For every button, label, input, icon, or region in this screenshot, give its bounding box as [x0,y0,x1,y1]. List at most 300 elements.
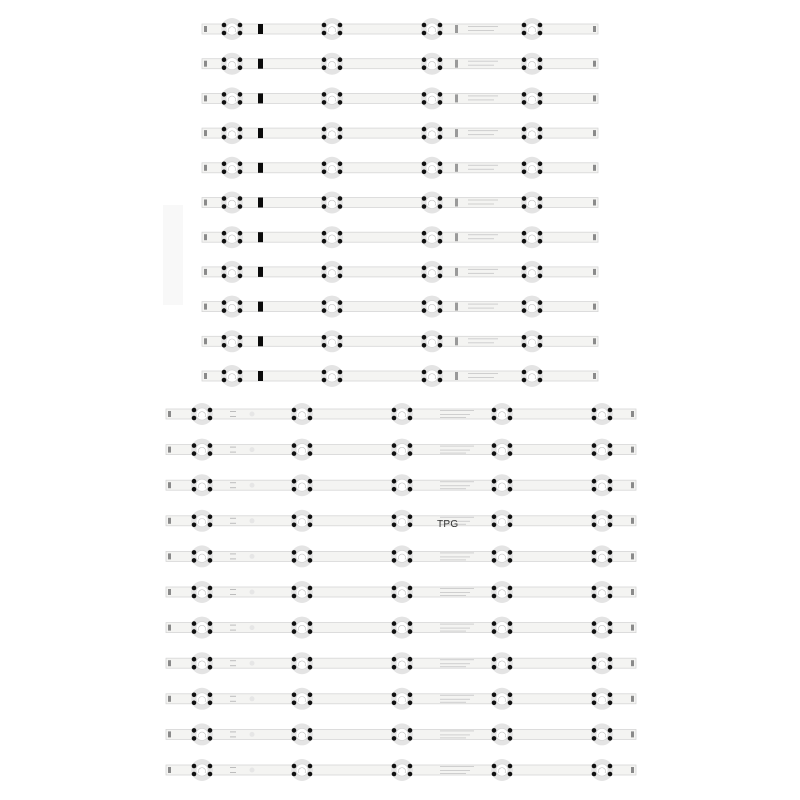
solder-pad [292,408,297,413]
solder-pad [392,736,397,741]
print-line [440,446,474,447]
solder-pad [438,31,443,36]
solder-pad [592,764,597,769]
led-module [521,53,543,75]
solder-pad [192,629,197,634]
solder-pad [392,479,397,484]
solder-pad [608,764,613,769]
print-line [230,701,236,702]
solder-pad [222,231,227,236]
print-line [440,517,474,518]
solder-pad [292,665,297,670]
solder-pad [238,370,243,375]
solder-pad [522,135,527,140]
solder-pad [192,772,197,777]
led-module [291,759,313,781]
solder-pad [338,308,343,313]
print-line [468,308,494,309]
solder-pad [392,515,397,520]
led-module [191,439,213,461]
solder-pad [192,594,197,599]
solder-pad [222,23,227,28]
solder-pad [408,701,413,706]
print-line [440,488,466,489]
solder-pad [422,92,427,97]
lower-strip-group [166,403,636,781]
led-module [321,226,343,248]
solder-pad [322,100,327,105]
solder-pad [292,416,297,421]
solder-pad [422,378,427,383]
end-connector [168,589,171,595]
print-line [230,736,236,737]
led-module [421,192,443,214]
led-module [291,474,313,496]
solder-pad [508,594,513,599]
end-connector [593,304,596,310]
led-strip [166,688,636,710]
end-connector [168,482,171,488]
solder-pad [522,335,527,340]
marking-glyph [455,372,458,380]
led-module [291,617,313,639]
solder-pad [238,100,243,105]
led-module [191,759,213,781]
connector-block [258,302,263,312]
print-line [468,342,494,343]
solder-pad [408,443,413,448]
solder-pad [592,594,597,599]
led-module [321,192,343,214]
end-connector [204,200,207,206]
solder-pad [508,523,513,528]
solder-pad [322,170,327,175]
solder-pad [192,621,197,626]
solder-pad [308,443,313,448]
led-strip [202,157,598,179]
solder-pad [592,665,597,670]
solder-pad [522,65,527,70]
marking-dot [250,518,255,523]
solder-pad [438,57,443,62]
solder-pad [608,523,613,528]
led-module [591,439,613,461]
led-module [521,365,543,387]
led-module [191,652,213,674]
led-module [291,688,313,710]
solder-pad [492,443,497,448]
solder-pad [208,451,213,456]
led-module [191,545,213,567]
led-module [421,296,443,318]
print-line [230,487,236,488]
solder-pad [192,693,197,698]
led-module [421,18,443,40]
solder-pad [208,772,213,777]
print-line [440,666,466,667]
solder-pad [308,772,313,777]
print-line [230,447,236,448]
solder-pad [292,487,297,492]
led-module [421,87,443,109]
solder-pad [522,308,527,313]
solder-pad [238,378,243,383]
print-line [468,200,498,201]
print-line [468,234,498,235]
solder-pad [492,487,497,492]
solder-pad [392,416,397,421]
solder-pad [538,57,543,62]
solder-pad [322,162,327,167]
solder-pad [538,100,543,105]
led-strip [202,261,598,283]
solder-pad [322,204,327,209]
solder-pad [592,451,597,456]
solder-pad [308,701,313,706]
solder-pad [538,196,543,201]
solder-pad [238,196,243,201]
solder-pad [308,594,313,599]
led-module [191,403,213,425]
solder-pad [608,416,613,421]
upper-strip-group [202,18,598,387]
led-module [321,365,343,387]
solder-pad [238,162,243,167]
solder-pad [322,266,327,271]
solder-pad [192,443,197,448]
solder-pad [192,736,197,741]
solder-pad [538,170,543,175]
solder-pad [538,308,543,313]
solder-pad [438,170,443,175]
solder-pad [508,701,513,706]
solder-pad [592,586,597,591]
led-module [291,403,313,425]
solder-pad [508,408,513,413]
solder-pad [308,764,313,769]
end-connector [593,130,596,136]
solder-pad [592,621,597,626]
solder-pad [308,728,313,733]
led-module [321,18,343,40]
solder-pad [492,764,497,769]
led-module [391,759,413,781]
led-strip [202,122,598,144]
solder-pad [538,204,543,209]
solder-pad [238,343,243,348]
print-line [468,26,498,27]
solder-pad [222,162,227,167]
solder-pad [238,92,243,97]
solder-pad [408,408,413,413]
solder-pad [192,701,197,706]
solder-pad [392,487,397,492]
solder-pad [392,657,397,662]
solder-pad [292,558,297,563]
print-line [468,95,498,96]
print-line [440,702,466,703]
solder-pad [438,196,443,201]
led-strip [166,403,636,425]
solder-pad [208,728,213,733]
solder-pad [322,343,327,348]
solder-pad [292,621,297,626]
solder-pad [592,657,597,662]
print-line [440,588,474,589]
solder-pad [192,657,197,662]
solder-pad [438,127,443,132]
end-connector [204,95,207,101]
marking-glyph [455,337,458,345]
solder-pad [522,57,527,62]
solder-pad [392,523,397,528]
solder-pad [238,127,243,132]
print-line [440,659,474,660]
end-connector [204,269,207,275]
solder-pad [222,204,227,209]
print-line [440,737,466,738]
solder-pad [408,772,413,777]
led-module [321,53,343,75]
print-line [230,482,236,483]
solder-pad [222,343,227,348]
led-module [591,759,613,781]
marking-dot [250,412,255,417]
solder-pad [322,57,327,62]
solder-pad [508,621,513,626]
solder-pad [222,127,227,132]
solder-pad [208,629,213,634]
led-module [491,545,513,567]
solder-pad [592,416,597,421]
led-strip [166,759,636,781]
end-connector [631,447,634,453]
solder-pad [438,274,443,279]
end-connector [631,767,634,773]
solder-pad [438,300,443,305]
solder-pad [308,693,313,698]
led-module [591,510,613,532]
solder-pad [438,378,443,383]
led-module [291,510,313,532]
solder-pad [522,204,527,209]
solder-pad [238,274,243,279]
print-line [230,625,236,626]
end-connector [593,165,596,171]
solder-pad [438,231,443,236]
solder-pad [538,300,543,305]
marking-dot [250,447,255,452]
solder-pad [608,479,613,484]
led-module [421,261,443,283]
solder-pad [338,92,343,97]
solder-pad [238,231,243,236]
end-connector [204,130,207,136]
solder-pad [222,170,227,175]
print-line [230,665,236,666]
solder-pad [322,274,327,279]
solder-pad [492,772,497,777]
solder-pad [538,343,543,348]
led-module [391,688,413,710]
solder-pad [322,239,327,244]
solder-pad [408,693,413,698]
solder-pad [308,550,313,555]
solder-pad [238,135,243,140]
solder-pad [192,523,197,528]
solder-pad [392,550,397,555]
solder-pad [408,586,413,591]
solder-pad [592,515,597,520]
solder-pad [208,550,213,555]
end-connector [168,553,171,559]
led-module [191,581,213,603]
solder-pad [538,65,543,70]
solder-pad [222,31,227,36]
solder-pad [292,523,297,528]
solder-pad [422,239,427,244]
solder-pad [192,558,197,563]
solder-pad [422,31,427,36]
led-module [391,652,413,674]
solder-pad [292,479,297,484]
solder-pad [292,586,297,591]
end-connector [204,304,207,310]
solder-pad [492,657,497,662]
led-module [191,474,213,496]
solder-pad [208,443,213,448]
solder-pad [338,231,343,236]
solder-pad [438,370,443,375]
led-strip [166,617,636,639]
solder-pad [408,594,413,599]
solder-pad [492,515,497,520]
solder-pad [208,594,213,599]
marking-glyph [455,60,458,68]
print-line [468,269,498,270]
print-line [230,696,236,697]
solder-pad [322,196,327,201]
led-module [391,474,413,496]
end-connector [631,553,634,559]
print-line [230,411,236,412]
print-line [230,416,236,417]
solder-pad [422,300,427,305]
solder-pad [538,231,543,236]
end-connector [631,589,634,595]
led-module [421,330,443,352]
solder-pad [522,170,527,175]
led-strip [166,439,636,461]
solder-pad [292,657,297,662]
solder-pad [322,231,327,236]
print-line [440,450,470,451]
solder-pad [392,621,397,626]
led-module [291,723,313,745]
print-line [230,767,236,768]
led-strip [202,330,598,352]
solder-pad [292,443,297,448]
solder-pad [222,239,227,244]
connector-block [258,336,263,346]
solder-pad [438,308,443,313]
solder-pad [392,408,397,413]
led-strip [202,53,598,75]
print-line [440,556,470,557]
solder-pad [508,728,513,733]
solder-pad [492,736,497,741]
solder-pad [408,487,413,492]
solder-pad [438,343,443,348]
solder-pad [322,23,327,28]
solder-pad [208,693,213,698]
solder-pad [292,772,297,777]
solder-pad [608,443,613,448]
end-connector [168,625,171,631]
solder-pad [292,701,297,706]
end-connector [631,696,634,702]
print-line [468,165,498,166]
led-module [221,157,243,179]
led-module [321,122,343,144]
led-module [221,261,243,283]
solder-pad [608,487,613,492]
solder-pad [392,764,397,769]
solder-pad [592,629,597,634]
print-line [230,589,236,590]
solder-pad [422,204,427,209]
led-module [491,581,513,603]
solder-pad [422,65,427,70]
end-connector [631,625,634,631]
solder-pad [292,594,297,599]
end-connector [204,61,207,67]
end-connector [631,411,634,417]
led-module [321,330,343,352]
solder-pad [308,657,313,662]
end-connector [168,447,171,453]
solder-pad [192,479,197,484]
solder-pad [308,515,313,520]
end-connector [593,200,596,206]
marking-dot [250,625,255,630]
solder-pad [322,31,327,36]
solder-pad [238,204,243,209]
led-module [291,581,313,603]
led-module [221,226,243,248]
led-module [521,18,543,40]
led-module [221,18,243,40]
solder-pad [322,135,327,140]
solder-pad [338,274,343,279]
solder-pad [408,558,413,563]
solder-pad [422,266,427,271]
solder-pad [308,523,313,528]
solder-pad [292,728,297,733]
solder-pad [222,300,227,305]
solder-pad [292,550,297,555]
solder-pad [608,550,613,555]
solder-pad [222,92,227,97]
solder-pad [222,335,227,340]
solder-pad [422,343,427,348]
solder-pad [508,479,513,484]
solder-pad [492,523,497,528]
solder-pad [438,65,443,70]
solder-pad [422,23,427,28]
solder-pad [608,515,613,520]
solder-pad [492,629,497,634]
